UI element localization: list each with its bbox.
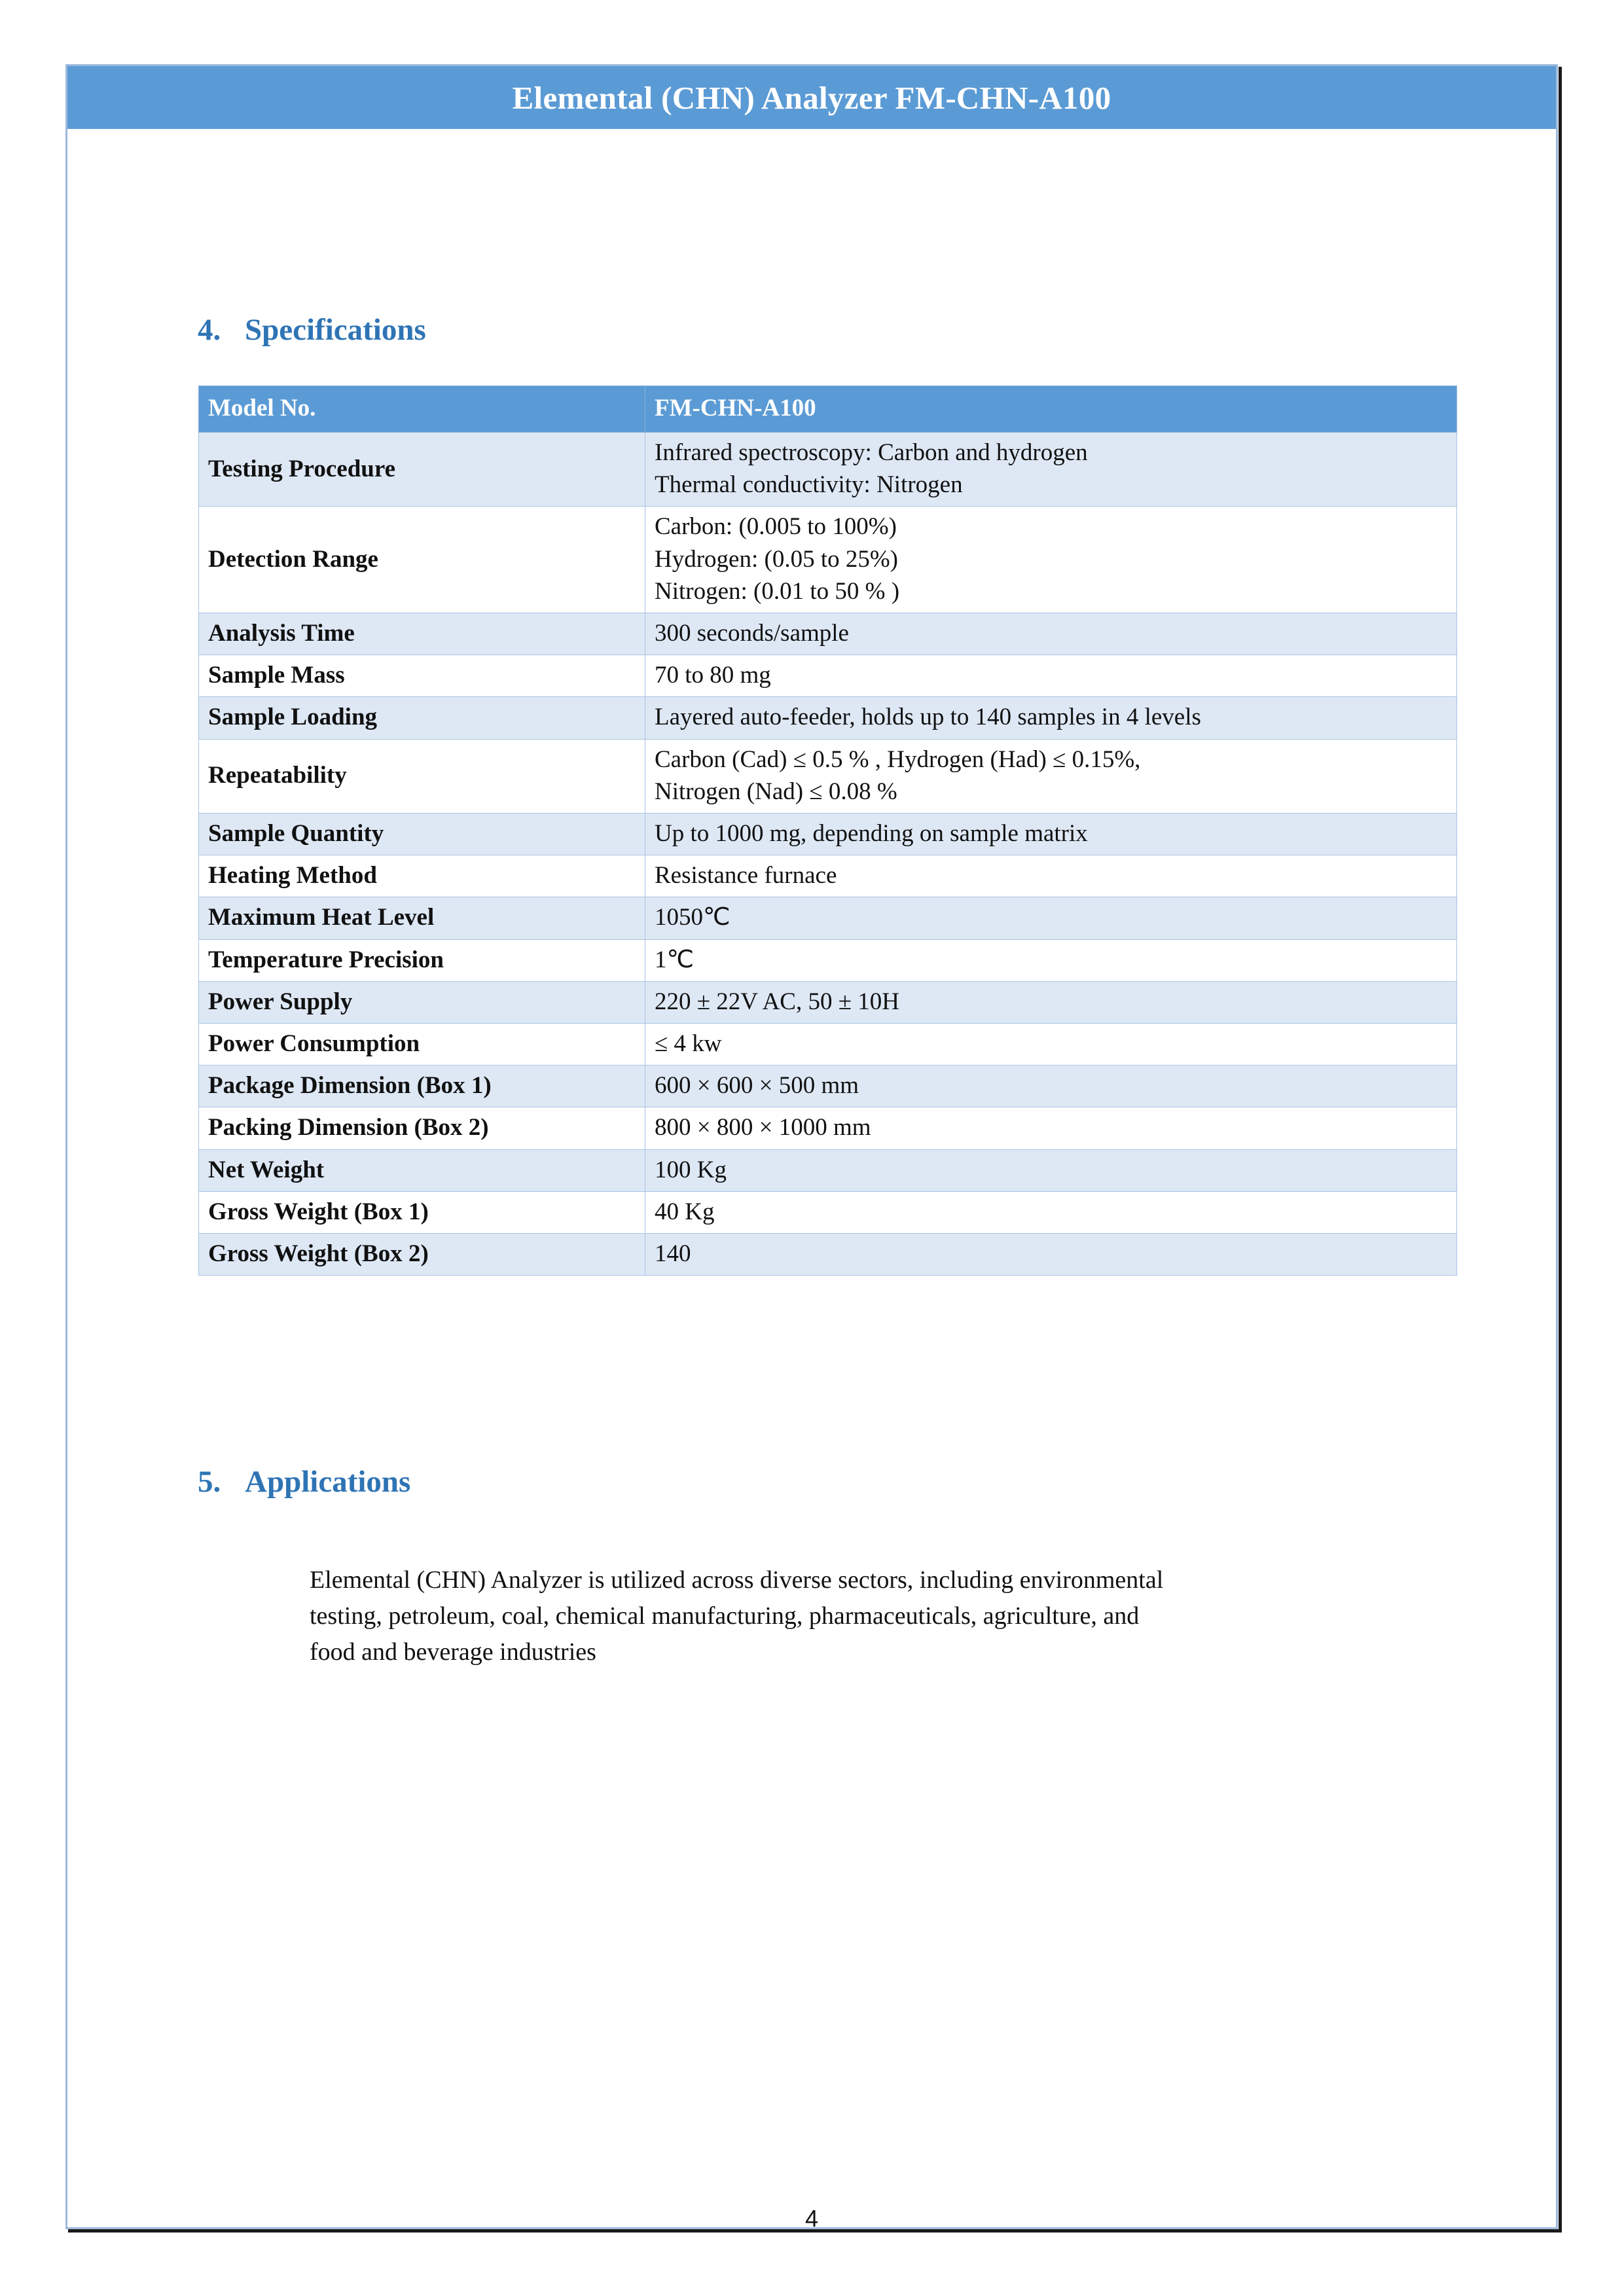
section-heading-applications (198, 1464, 410, 1499)
table-cell-value-line: Nitrogen (Nad) ≤ 0.08 % (655, 778, 897, 805)
table-cell-value-line: Thermal conductivity: Nitrogen (655, 471, 963, 499)
table-row (199, 613, 1457, 655)
applications-paragraph (310, 1562, 1462, 1670)
page-header-banner (67, 66, 1556, 129)
table-row (199, 897, 1457, 939)
table-row (199, 1149, 1457, 1191)
table-cell-value-line: Hydrogen: (0.05 to 25%) (655, 545, 898, 573)
table-cell-value (645, 855, 1457, 897)
table-cell-value (645, 507, 1457, 613)
table-cell-value-line: 140 (655, 1240, 691, 1268)
table-row (199, 1024, 1457, 1066)
table-row (199, 939, 1457, 981)
table-cell-value (645, 613, 1457, 655)
table-cell-value-line: 1℃ (655, 946, 695, 973)
table-header-label: Model No. (199, 386, 645, 433)
specifications-table-wrapper (198, 386, 1456, 1276)
table-cell-value (645, 1107, 1457, 1149)
table-cell-value (645, 1191, 1457, 1233)
table-cell-value (645, 655, 1457, 697)
table-cell-value-line: Infrared spectroscopy: Carbon and hydrogen (655, 439, 1088, 466)
table-cell-value-line: 300 seconds/sample (655, 620, 849, 647)
table-cell-label: Testing Procedure (199, 433, 645, 507)
table-cell-label: Sample Loading (199, 697, 645, 739)
table-cell-value-line: 70 to 80 mg (655, 662, 771, 689)
table-cell-label: Sample Quantity (199, 814, 645, 855)
table-cell-label: Power Consumption (199, 1024, 645, 1066)
table-cell-label: Gross Weight (Box 2) (199, 1234, 645, 1276)
table-header-row (199, 386, 1457, 433)
table-row (199, 507, 1457, 613)
specifications-table-body (199, 433, 1457, 1276)
table-cell-value (645, 1149, 1457, 1191)
table-cell-label: Gross Weight (Box 1) (199, 1191, 645, 1233)
section-title-applications: Applications (245, 1465, 411, 1499)
table-cell-value-line: Layered auto-feeder, holds up to 140 samples in 4 levels (655, 704, 1201, 731)
table-cell-value (645, 1024, 1457, 1066)
page-number: 4 (804, 2205, 819, 2232)
document-page (65, 64, 1558, 2232)
table-row (199, 981, 1457, 1023)
table-cell-value-line: Nitrogen: (0.01 to 50 % ) (655, 577, 900, 605)
document-header-title: Elemental (CHN) Analyzer FM-CHN-A100 (512, 79, 1111, 116)
section-number-applications: 5. (198, 1465, 221, 1499)
section-heading-specifications (198, 312, 426, 348)
page-frame-shadow-right (1559, 67, 1562, 2233)
table-cell-label: Temperature Precision (199, 939, 645, 981)
table-row (199, 855, 1457, 897)
table-cell-value (645, 814, 1457, 855)
table-cell-value-line: Carbon (Cad) ≤ 0.5 % , Hydrogen (Had) ≤ 0.15%, (655, 745, 1141, 773)
table-header-value: FM-CHN-A100 (645, 386, 1457, 433)
table-cell-label: Heating Method (199, 855, 645, 897)
table-cell-label: Packing Dimension (Box 2) (199, 1107, 645, 1149)
table-cell-value (645, 433, 1457, 507)
applications-paragraph-line: testing, petroleum, coal, chemical manufacturing, pharmaceuticals, agriculture, and (310, 1602, 1140, 1630)
table-cell-label: Repeatability (199, 739, 645, 813)
table-cell-value (645, 897, 1457, 939)
table-cell-value (645, 1234, 1457, 1276)
table-cell-label: Maximum Heat Level (199, 897, 645, 939)
table-cell-value-line: 40 Kg (655, 1198, 715, 1225)
section-number-specifications: 4. (198, 313, 221, 347)
table-cell-value (645, 1066, 1457, 1107)
table-row (199, 1234, 1457, 1276)
table-cell-value-line: ≤ 4 kw (655, 1030, 722, 1058)
table-row (199, 655, 1457, 697)
section-title-specifications: Specifications (245, 313, 426, 347)
table-cell-label: Package Dimension (Box 1) (199, 1066, 645, 1107)
table-cell-value-line: 220 ± 22V AC, 50 ± 10H (655, 988, 899, 1015)
table-cell-value-line: Carbon: (0.005 to 100%) (655, 513, 897, 541)
table-row (199, 697, 1457, 739)
table-cell-value (645, 939, 1457, 981)
table-cell-label: Sample Mass (199, 655, 645, 697)
table-cell-value-line: Up to 1000 mg, depending on sample matrix (655, 820, 1088, 848)
table-cell-label: Net Weight (199, 1149, 645, 1191)
table-cell-value (645, 739, 1457, 813)
table-cell-value-line: 1050℃ (655, 904, 731, 931)
table-cell-label: Power Supply (199, 981, 645, 1023)
table-cell-value-line: 600 × 600 × 500 mm (655, 1072, 859, 1100)
table-cell-label: Analysis Time (199, 613, 645, 655)
applications-paragraph-line: food and beverage industries (310, 1638, 596, 1666)
table-row (199, 433, 1457, 507)
applications-paragraph-line: Elemental (CHN) Analyzer is utilized across diverse sectors, including environmental (310, 1566, 1164, 1594)
table-cell-value (645, 981, 1457, 1023)
table-row (199, 1107, 1457, 1149)
specifications-table (198, 386, 1457, 1276)
table-cell-value-line: Resistance furnace (655, 862, 837, 889)
table-row (199, 1191, 1457, 1233)
table-row (199, 814, 1457, 855)
table-cell-value (645, 697, 1457, 739)
specifications-table-head (199, 386, 1457, 433)
table-cell-value-line: 100 Kg (655, 1156, 727, 1183)
table-row (199, 739, 1457, 813)
table-row (199, 1066, 1457, 1107)
table-cell-value-line: 800 × 800 × 1000 mm (655, 1114, 871, 1141)
table-cell-label: Detection Range (199, 507, 645, 613)
